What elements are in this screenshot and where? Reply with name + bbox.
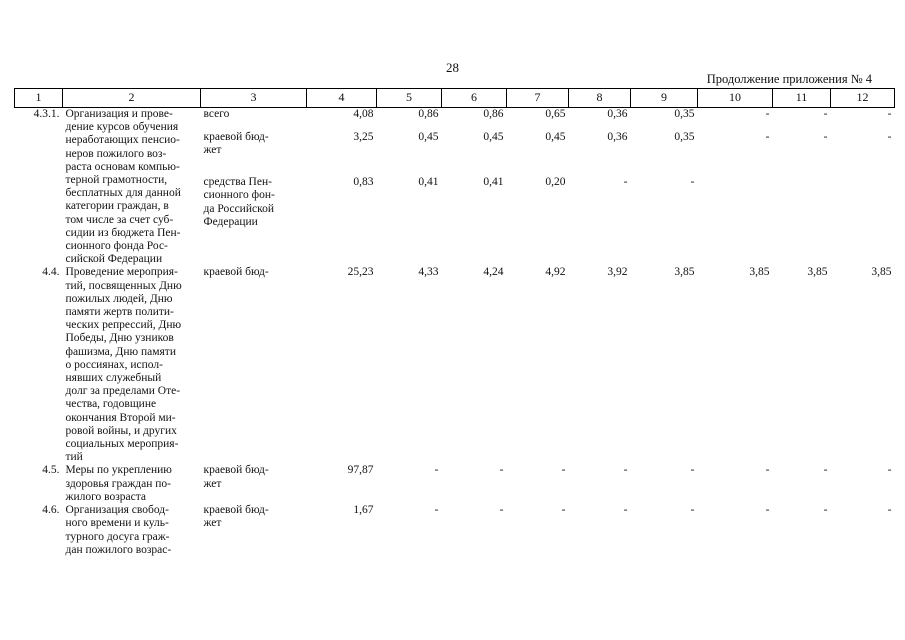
- value-cell-col-7: 0,20: [545, 176, 566, 189]
- column-header-3: 3: [201, 89, 307, 108]
- value-cell-col-7: -: [561, 464, 566, 477]
- value-cell-col-10: -: [765, 130, 770, 143]
- value-cell-col-8: -: [623, 464, 628, 477]
- funding-source: краевой бюд- жет: [203, 504, 269, 530]
- table-row: [15, 504, 895, 557]
- value-cell-col-11: [773, 176, 831, 266]
- column-header-8: 8: [569, 89, 631, 108]
- value-cell-col-11: -: [823, 464, 828, 477]
- value-cell-col-8: 0,36: [607, 108, 628, 120]
- column-header-9: 9: [631, 89, 698, 108]
- value-cell-col-12: -: [887, 130, 892, 143]
- value-cell-col-10: [698, 176, 773, 266]
- value-cell-col-5: -: [434, 464, 439, 477]
- table-row: [15, 464, 895, 504]
- value-cell-col-5: 4,33: [418, 266, 439, 279]
- column-header-12: 12: [831, 89, 895, 108]
- column-header-10: 10: [698, 89, 773, 108]
- item-code: 4.5.: [42, 464, 60, 477]
- value-cell-col-12: -: [887, 504, 892, 517]
- value-cell-col-6: -: [499, 504, 504, 517]
- value-cell-col-6: -: [499, 464, 504, 477]
- continuation-label: Продолжение приложения № 4: [706, 72, 872, 86]
- value-cell-col-7: 0,45: [545, 130, 566, 143]
- value-cell-col-9: 0,35: [674, 130, 695, 143]
- value-cell-col-8: -: [623, 504, 628, 517]
- value-cell-col-10: 3,85: [749, 266, 770, 279]
- item-name: Организация свобод- ного времени и куль- турного досуга граж- дан пожилого возрас-: [65, 504, 172, 556]
- value-cell-col-12: -: [887, 108, 892, 120]
- value-cell-col-9: 0,35: [674, 108, 695, 120]
- value-cell-col-8: 3,92: [607, 266, 628, 279]
- value-cell-col-9: -: [690, 176, 695, 189]
- value-cell-col-4: 4,08: [353, 108, 374, 120]
- funding-source: всего: [203, 108, 230, 120]
- value-cell-col-7: 0,65: [545, 108, 566, 120]
- value-cell-col-9: -: [690, 504, 695, 517]
- value-cell-col-4: 25,23: [347, 266, 374, 279]
- table-row: [15, 108, 895, 131]
- value-cell-col-6: 0,45: [483, 130, 504, 143]
- value-cell-col-10: -: [765, 504, 770, 517]
- value-cell-col-4: 0,83: [353, 176, 374, 189]
- value-cell-col-12: -: [887, 464, 892, 477]
- value-cell-col-7: -: [561, 504, 566, 517]
- column-header-5: 5: [377, 89, 442, 108]
- value-cell-col-5: 0,86: [418, 108, 439, 120]
- value-cell-col-11: -: [823, 108, 828, 120]
- item-name: Проведение мероприя- тий, посвященных Дню пожилых людей, Дню памяти жертв полити- ческих репрессий, Дню Победы, Дню узников фашизма, Дню памяти о россиянах, испол- нявших служебный долг за пределами Оте- чества, годовщине окончания Второй ми- ровой войны, и других социальных мероприя- тий: [65, 266, 182, 464]
- column-header-2: 2: [63, 89, 201, 108]
- funding-source: краевой бюд- жет: [203, 130, 269, 157]
- funding-source: краевой бюд- жет: [203, 464, 269, 490]
- column-header-1: 1: [15, 89, 63, 108]
- value-cell-col-7: 4,92: [545, 266, 566, 279]
- value-cell-col-6: 0,41: [483, 176, 504, 189]
- table-row: [15, 266, 895, 464]
- column-header-6: 6: [442, 89, 507, 108]
- value-cell-col-4: 3,25: [353, 130, 374, 143]
- funding-source: средства Пен- сионного фон- да Российской Федерации: [203, 176, 275, 228]
- column-header-4: 4: [307, 89, 377, 108]
- item-code: 4.6.: [42, 504, 60, 517]
- item-code: 4.3.1.: [33, 108, 60, 120]
- value-cell-col-10: -: [765, 464, 770, 477]
- header-row: [15, 89, 895, 108]
- value-cell-col-11: -: [823, 130, 828, 143]
- value-cell-col-12: 3,85: [871, 266, 892, 279]
- funding-source: краевой бюд-: [203, 266, 269, 279]
- value-cell-col-8: -: [623, 176, 628, 189]
- item-name: Организация и прове- дение курсов обучения неработающих пенсио- неров пожилого воз- раста основам компью- терной грамотности, бесплатных для данной категории граждан, в том числе за счет суб- сидии из бюджета Пен- сионного фонда Рос- сийской Федерации: [65, 108, 181, 266]
- value-cell-col-9: 3,85: [674, 266, 695, 279]
- column-header-11: 11: [773, 89, 831, 108]
- item-code: 4.4.: [42, 266, 60, 279]
- budget-table: [14, 88, 895, 557]
- value-cell-col-11: 3,85: [807, 266, 828, 279]
- value-cell-col-6: 0,86: [483, 108, 504, 120]
- value-cell-col-4: 1,67: [353, 504, 374, 517]
- value-cell-col-11: -: [823, 504, 828, 517]
- value-cell-col-4: 97,87: [347, 464, 374, 477]
- column-header-7: 7: [507, 89, 569, 108]
- item-name: Меры по укреплению здоровья граждан по- жилого возраста: [65, 464, 172, 503]
- value-cell-col-5: -: [434, 504, 439, 517]
- value-cell-col-5: 0,41: [418, 176, 439, 189]
- page-number: 28: [446, 60, 459, 75]
- value-cell-col-12: [831, 176, 895, 266]
- value-cell-col-9: -: [690, 464, 695, 477]
- value-cell-col-10: -: [765, 108, 770, 120]
- value-cell-col-8: 0,36: [607, 130, 628, 143]
- value-cell-col-6: 4,24: [483, 266, 504, 279]
- value-cell-col-5: 0,45: [418, 130, 439, 143]
